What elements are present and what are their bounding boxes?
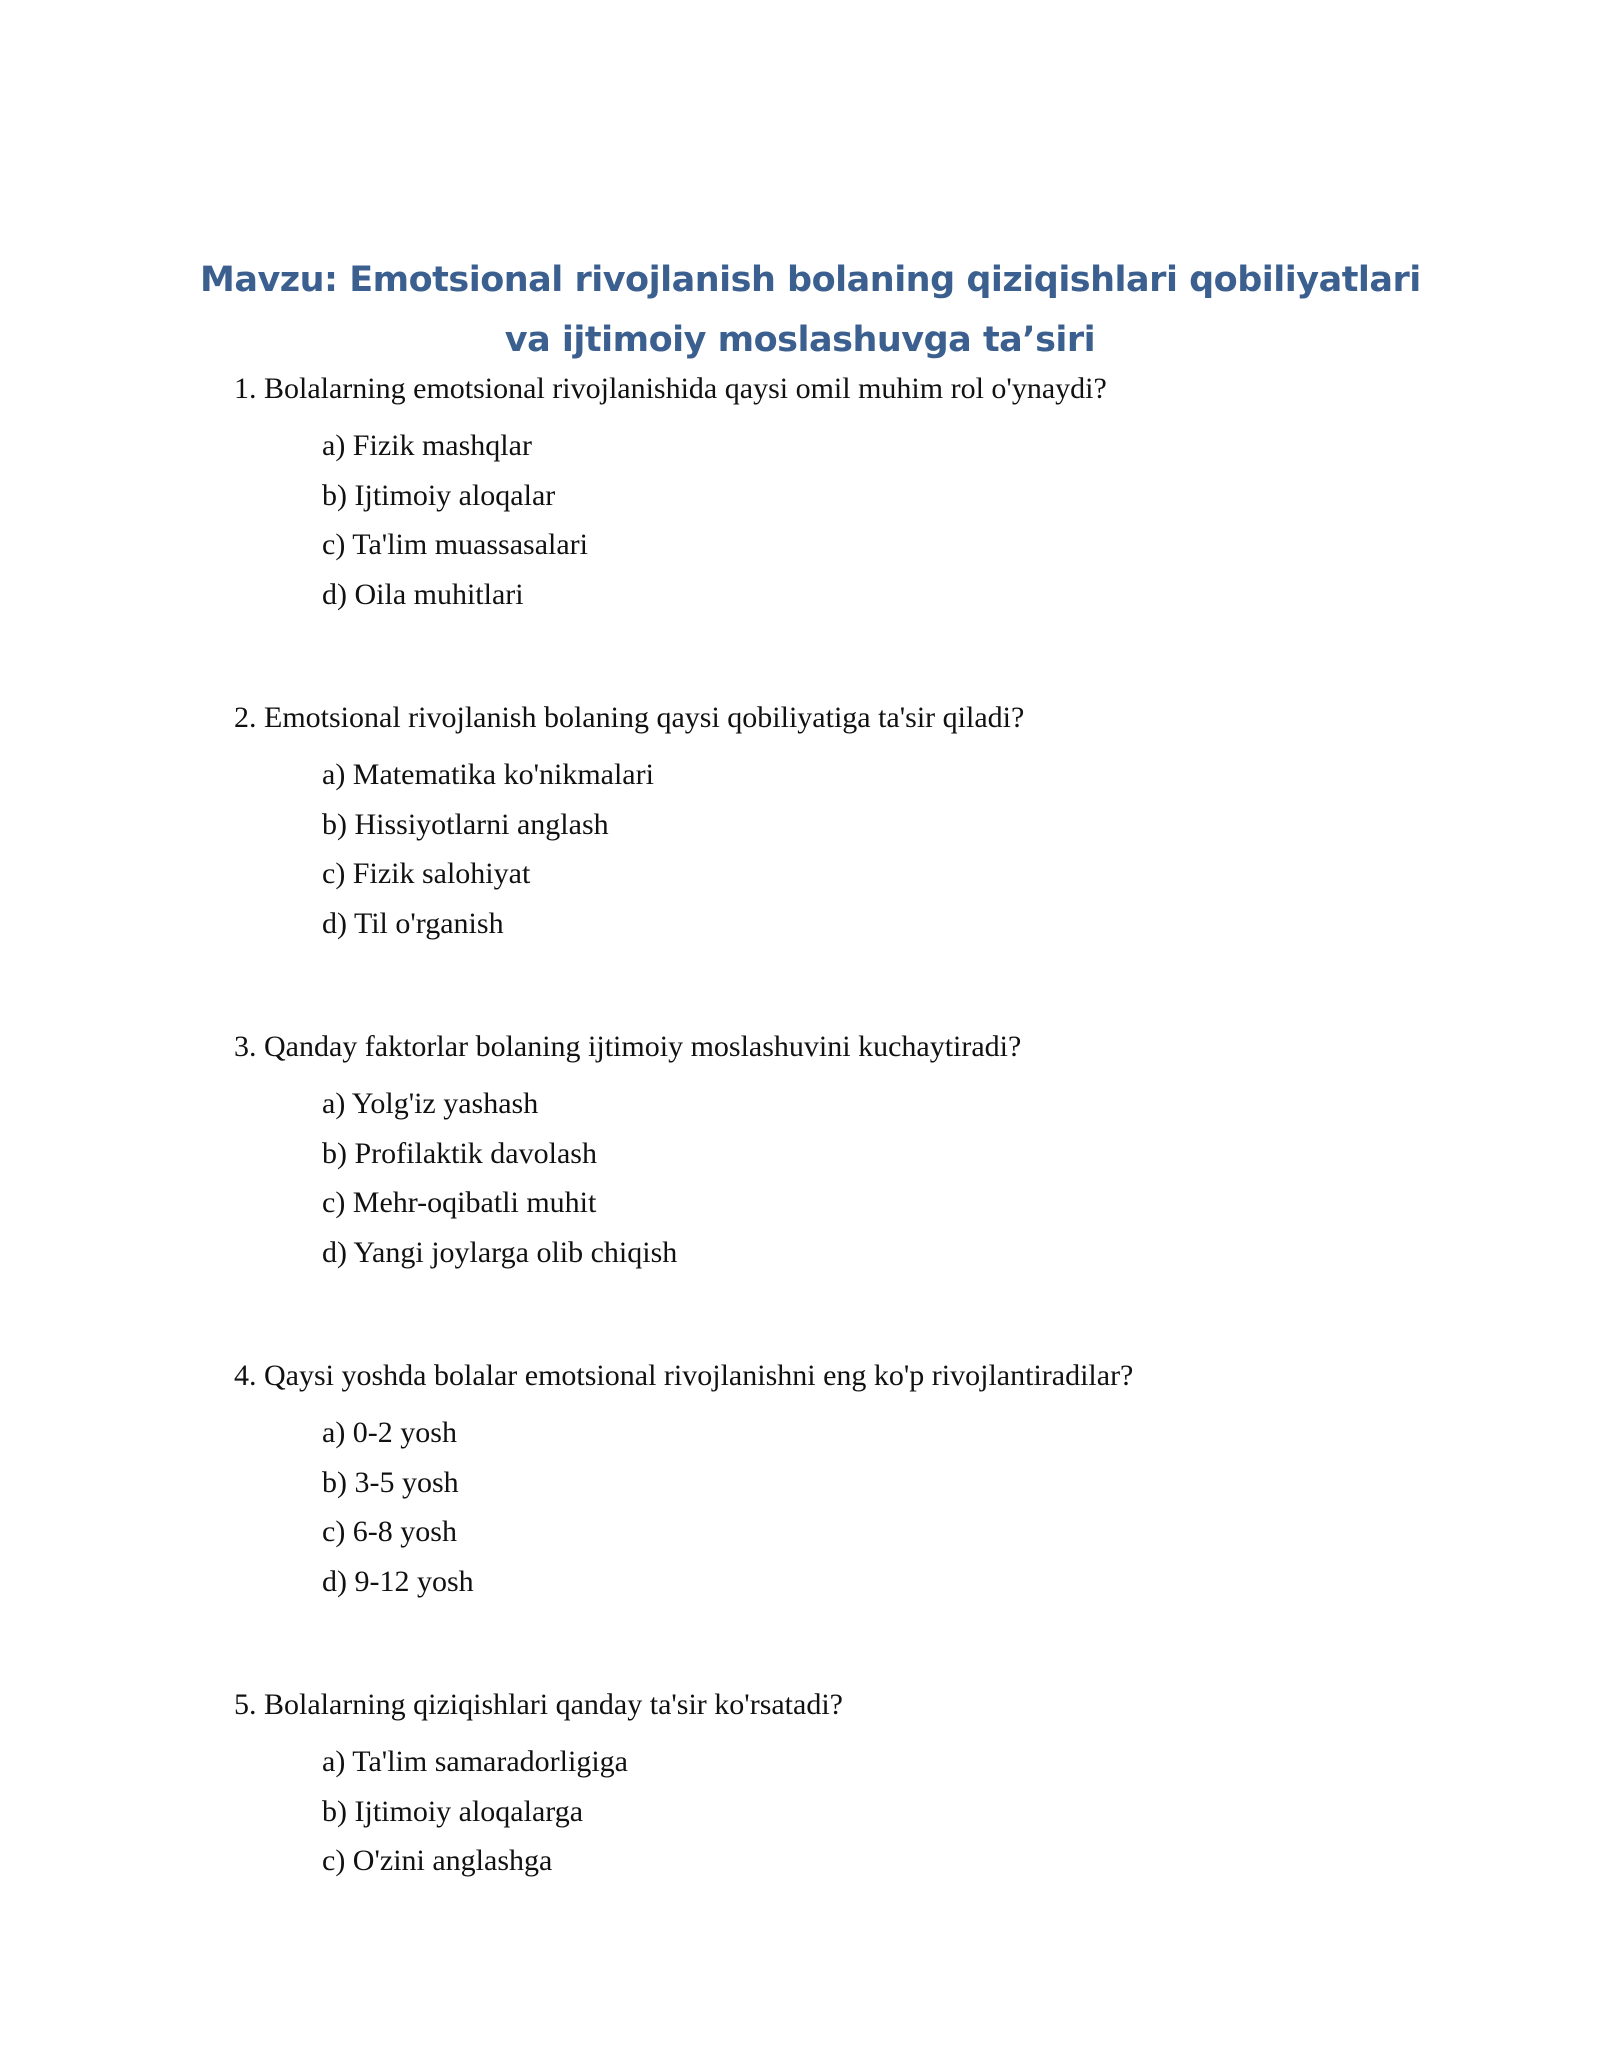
title-line-2: va ijtimoiy moslashuvga ta’siri [504, 320, 1096, 360]
question-5 [234, 1681, 1434, 1886]
question-text: 4. Qaysi yoshda bolalar emotsional rivojlanishni eng ko'p rivojlantiradilar? [234, 1359, 1134, 1392]
option-list [234, 1737, 1434, 1886]
option-b: b) Profilaktik davolash [322, 1136, 597, 1170]
question-text: 1. Bolalarning emotsional rivojlanishida qaysi omil muhim rol o'ynaydi? [234, 372, 1107, 405]
option-list [234, 750, 1434, 948]
option-a: a) 0-2 yosh [322, 1416, 457, 1449]
question-text: 3. Qanday faktorlar bolaning ijtimoiy moslashuvini kuchaytiradi? [234, 1030, 1022, 1063]
question-text: 5. Bolalarning qiziqishlari qanday ta'sir ko'rsatadi? [234, 1688, 843, 1721]
question-list [234, 365, 1434, 1961]
option-c: c) Ta'lim muassasalari [322, 528, 589, 561]
option-d: d) 9-12 yosh [322, 1564, 474, 1598]
document-title [200, 250, 1421, 370]
question-3 [234, 1023, 1434, 1277]
option-a: a) Yolg'iz yashash [322, 1087, 539, 1120]
question-1 [234, 365, 1434, 619]
option-d: d) Yangi joylarga olib chiqish [322, 1235, 678, 1269]
option-c: c) Mehr-oqibatli muhit [322, 1186, 597, 1219]
option-a: a) Ta'lim samaradorligiga [322, 1745, 628, 1778]
title-line-1: Mavzu: Emotsional rivojlanish bolaning qiziqishlari qobiliyatlari [200, 260, 1421, 300]
option-b: b) Ijtimoiy aloqalar [322, 478, 556, 512]
option-b: b) 3-5 yosh [322, 1465, 459, 1499]
option-c: c) Fizik salohiyat [322, 857, 531, 890]
option-list [234, 1408, 1434, 1606]
option-list [234, 421, 1434, 619]
question-2 [234, 694, 1434, 948]
question-text: 2. Emotsional rivojlanish bolaning qaysi qobiliyatiga ta'sir qiladi? [234, 701, 1025, 734]
option-d: d) Oila muhitlari [322, 577, 524, 611]
question-4 [234, 1352, 1434, 1606]
option-b: b) Hissiyotlarni anglash [322, 807, 609, 841]
option-d: d) Til o'rganish [322, 906, 504, 940]
option-c: c) 6-8 yosh [322, 1515, 457, 1548]
option-list [234, 1079, 1434, 1277]
option-b: b) Ijtimoiy aloqalarga [322, 1794, 584, 1828]
option-a: a) Fizik mashqlar [322, 429, 532, 462]
option-a: a) Matematika ko'nikmalari [322, 758, 654, 791]
option-c: c) O'zini anglashga [322, 1844, 553, 1877]
